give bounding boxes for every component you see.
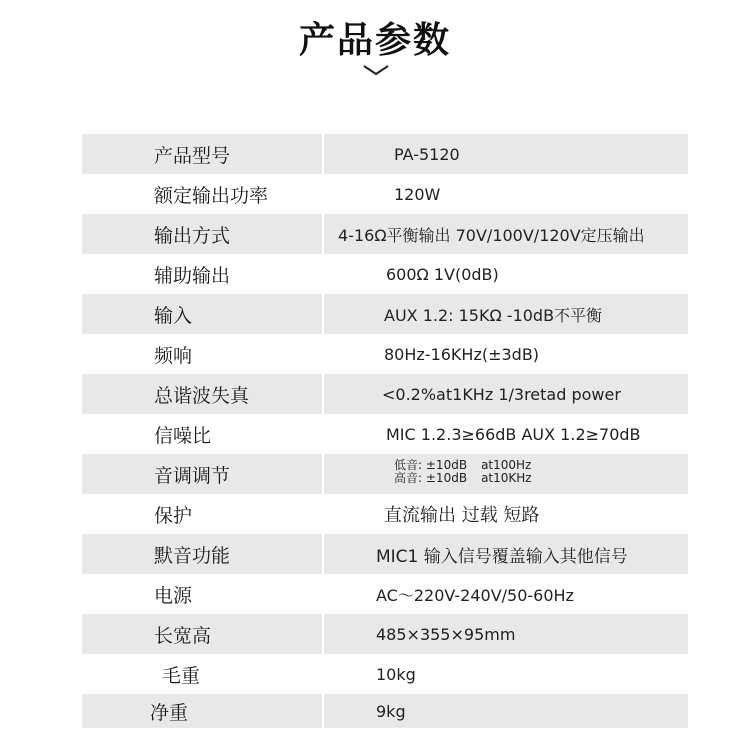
spec-row-power-supply bbox=[82, 574, 688, 614]
spec-label: 默音功能 bbox=[154, 544, 231, 567]
tone-values bbox=[394, 459, 532, 485]
treble-label: 高音: bbox=[394, 471, 423, 485]
spec-value: AC～220V-240V/50-60Hz bbox=[376, 585, 574, 605]
spec-row-gross-weight bbox=[82, 654, 688, 694]
spec-row-net-weight bbox=[82, 694, 688, 728]
spec-value: 600Ω 1V(0dB) bbox=[386, 264, 499, 284]
spec-value: MIC 1.2.3≥66dB AUX 1.2≥70dB bbox=[386, 424, 641, 444]
spec-value: 9kg bbox=[376, 701, 406, 721]
spec-row-snr bbox=[82, 414, 688, 454]
bass-freq: at100Hz bbox=[481, 458, 532, 472]
spec-value: MIC1 输入信号覆盖输入其他信号 bbox=[376, 546, 628, 567]
spec-label: 输出方式 bbox=[154, 224, 231, 247]
spec-row-dimensions bbox=[82, 614, 688, 654]
spec-label: 产品型号 bbox=[154, 144, 231, 167]
spec-label: 毛重 bbox=[162, 664, 201, 687]
spec-label: 电源 bbox=[154, 584, 193, 607]
column-divider bbox=[322, 294, 324, 334]
spec-row-output bbox=[82, 214, 688, 254]
spec-row-model bbox=[82, 134, 688, 174]
spec-row-mute bbox=[82, 534, 688, 574]
spec-label: 保护 bbox=[154, 504, 193, 527]
spec-row-power bbox=[82, 174, 688, 214]
column-divider bbox=[322, 534, 324, 574]
bass-label: 低音: bbox=[394, 458, 423, 472]
spec-value: AUX 1.2: 15KΩ -10dB不平衡 bbox=[384, 305, 603, 325]
spec-label: 总谐波失真 bbox=[154, 384, 250, 407]
spec-value: 485×355×95mm bbox=[376, 624, 516, 644]
spec-row-frequency bbox=[82, 334, 688, 374]
spec-label: 信噪比 bbox=[154, 424, 212, 447]
column-divider bbox=[322, 134, 324, 174]
treble-line bbox=[394, 472, 532, 485]
spec-label: 音调调节 bbox=[154, 464, 231, 487]
spec-row-tone bbox=[82, 454, 688, 494]
spec-value: 4-16Ω平衡输出 70V/100V/120V定压输出 bbox=[338, 225, 645, 245]
treble-gain: ±10dB bbox=[425, 471, 468, 485]
spec-row-aux-output bbox=[82, 254, 688, 294]
column-divider bbox=[322, 214, 324, 254]
spec-label: 净重 bbox=[150, 701, 189, 724]
spec-value: 10kg bbox=[376, 664, 416, 684]
spec-value: 直流输出 过载 短路 bbox=[384, 505, 540, 526]
spec-table bbox=[82, 134, 688, 728]
spec-label: 长宽高 bbox=[154, 624, 212, 647]
column-divider bbox=[322, 454, 324, 494]
chevron-down-icon bbox=[360, 62, 392, 78]
bass-gain: ±10dB bbox=[425, 458, 468, 472]
spec-label: 输入 bbox=[154, 304, 193, 327]
column-divider bbox=[322, 694, 324, 728]
spec-value: 120W bbox=[394, 184, 441, 204]
treble-freq: at10KHz bbox=[481, 471, 532, 485]
spec-label: 辅助输出 bbox=[154, 264, 231, 287]
spec-label: 频响 bbox=[154, 344, 193, 367]
column-divider bbox=[322, 614, 324, 654]
spec-row-thd bbox=[82, 374, 688, 414]
spec-row-protection bbox=[82, 494, 688, 534]
spec-value: 80Hz-16KHz(±3dB) bbox=[384, 344, 540, 364]
spec-label: 额定输出功率 bbox=[154, 184, 269, 207]
spec-value: PA-5120 bbox=[394, 144, 460, 164]
page-title: 产品参数 bbox=[298, 20, 451, 61]
spec-value: <0.2%at1KHz 1/3retad power bbox=[382, 384, 621, 404]
column-divider bbox=[322, 374, 324, 414]
spec-row-input bbox=[82, 294, 688, 334]
